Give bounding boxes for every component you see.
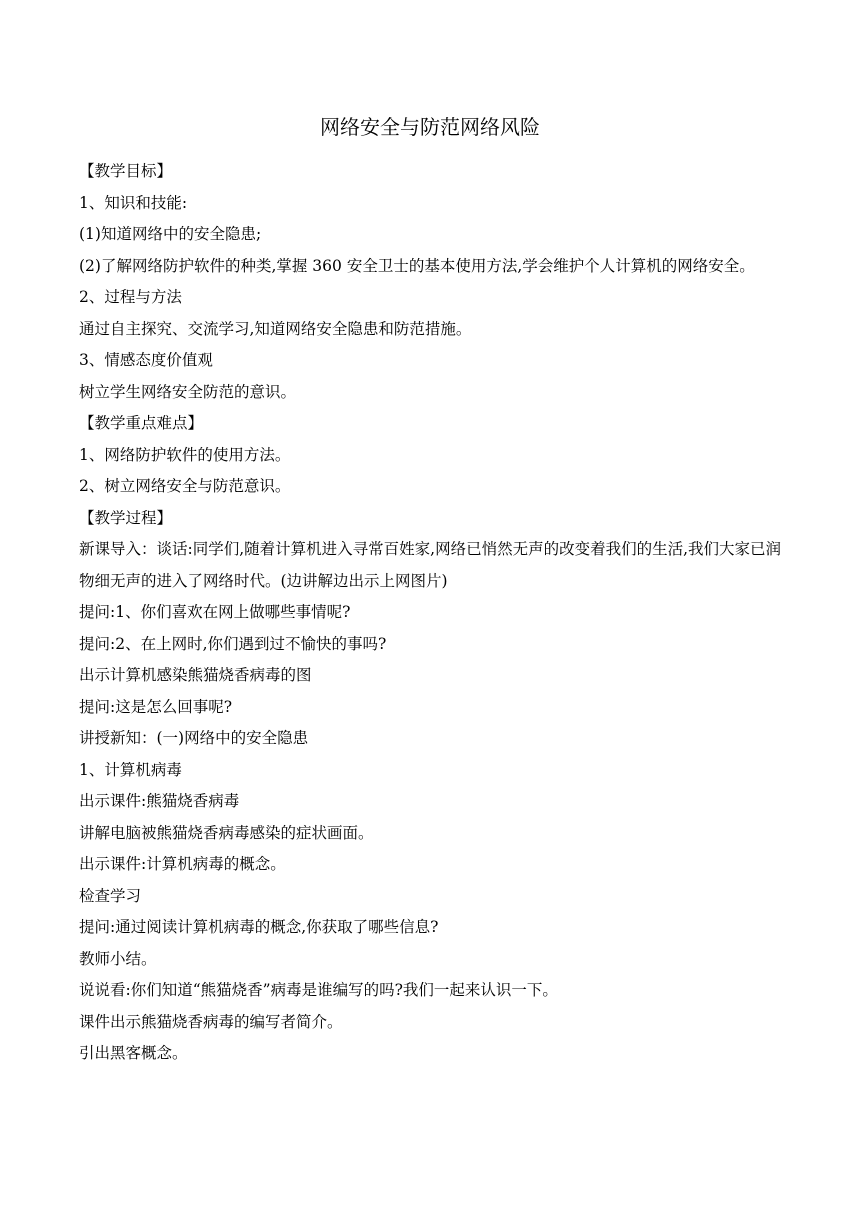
section-heading-key-points: 【教学重点难点】	[79, 414, 204, 432]
paragraph: 提问:2、在上网时,你们遇到过不愉快的事吗?	[79, 634, 387, 653]
document-title: 网络安全与防范网络风险	[320, 115, 540, 139]
paragraph: (2)了解网络防护软件的种类,掌握 360 安全卫士的基本使用方法,学会维护个人计算机的网络安全。	[79, 256, 755, 275]
paragraph: 出示课件:熊猫烧香病毒	[79, 792, 240, 810]
paragraph: 讲授新知：(一)网络中的安全隐患	[79, 729, 309, 747]
section-heading-process: 【教学过程】	[79, 508, 173, 527]
paragraph: 说说看:你们知道“熊猫烧香”病毒是谁编写的吗?我们一起来认识一下。	[79, 981, 558, 999]
paragraph: 引出黑客概念。	[79, 1044, 188, 1062]
paragraph: 检查学习	[79, 886, 142, 905]
paragraph: 出示计算机感染熊猫烧香病毒的图	[79, 666, 312, 684]
paragraph: 通过自主探究、交流学习,知道网络安全隐患和防范措施。	[79, 319, 472, 338]
paragraph: 课件出示熊猫烧香病毒的编写者简介。	[79, 1012, 343, 1031]
paragraph: 提问:通过阅读计算机病毒的概念,你获取了哪些信息?	[79, 918, 439, 936]
paragraph: 讲解电脑被熊猫烧香病毒感染的症状画面。	[79, 823, 374, 842]
paragraph: 3、情感态度价值观	[79, 351, 213, 369]
paragraph: 出示课件:计算机病毒的概念。	[79, 855, 286, 873]
paragraph: 提问:这是怎么回事呢?	[79, 697, 233, 716]
paragraph: 2、树立网络安全与防范意识。	[79, 477, 291, 495]
paragraph: 2、过程与方法	[79, 288, 182, 306]
paragraph: 1、知识和技能:	[79, 193, 188, 212]
paragraph: 树立学生网络安全防范的意识。	[79, 382, 297, 401]
section-heading-objectives: 【教学目标】	[79, 162, 173, 180]
paragraph: 1、计算机病毒	[79, 760, 182, 779]
paragraph: 新课导入：谈话:同学们,随着计算机进入寻常百姓家,网络已悄然无声的改变着我们的生活,我们大家已润物细无声的进入了网络时代。(边讲解边出示上网图片)	[79, 540, 782, 590]
paragraph: (1)知道网络中的安全隐患;	[79, 225, 262, 243]
paragraph: 提问:1、你们喜欢在网上做哪些事情呢?	[79, 603, 351, 621]
paragraph: 教师小结。	[79, 949, 157, 968]
document-body	[79, 156, 791, 1070]
paragraph: 1、网络防护软件的使用方法。	[79, 445, 291, 464]
